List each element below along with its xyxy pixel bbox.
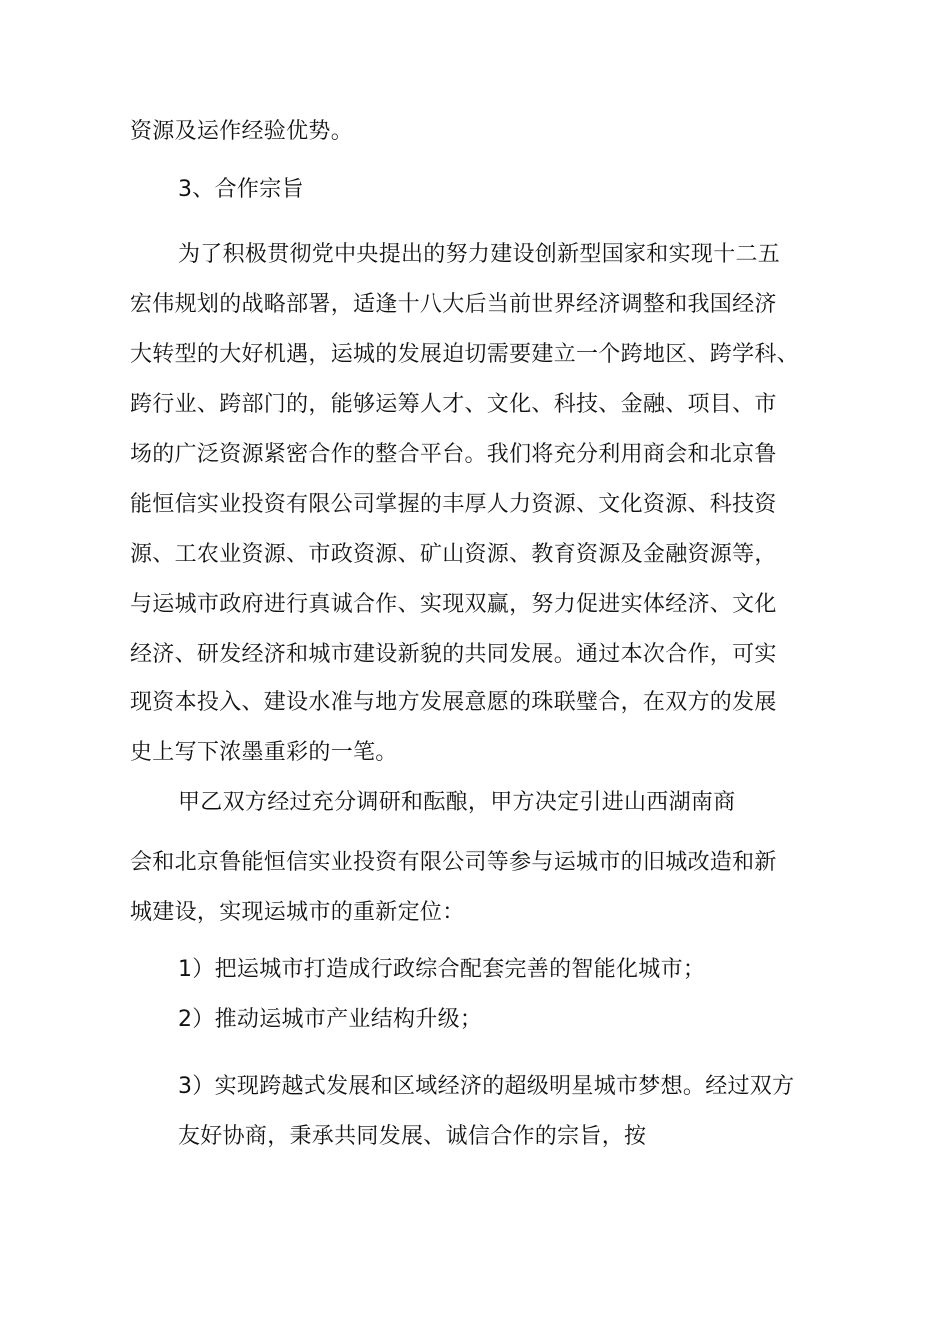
list-item: 1）把运城市打造成行政综合配套完善的智能化城市； [178,957,706,982]
paragraph-line: 现资本投入、建设水准与地方发展意愿的珠联璧合，在双方的发展 [130,690,777,715]
paragraph-line: 会和北京鲁能恒信实业投资有限公司等参与运城市的旧城改造和新 [130,850,777,875]
paragraph-line: 甲乙双方经过充分调研和酝酿，甲方决定引进山西湖南商 [178,790,736,815]
paragraph-line: 宏伟规划的战略部署，适逢十八大后当前世界经济调整和我国经济 [130,292,777,317]
paragraph-line: 大转型的大好机遇，运城的发展迫切需要建立一个跨地区、跨学科、 [130,342,800,367]
paragraph-line: 友好协商，秉承共同发展、诚信合作的宗旨，按 [178,1124,647,1149]
paragraph-line: 跨行业、跨部门的，能够运筹人才、文化、科技、金融、项目、市 [130,392,777,417]
paragraph-line: 场的广泛资源紧密合作的整合平台。我们将充分利用商会和北京鲁 [130,442,777,467]
paragraph-line: 能恒信实业投资有限公司掌握的丰厚人力资源、文化资源、科技资 [130,492,777,517]
paragraph-line: 资源及运作经验优势。 [130,119,354,144]
paragraph-line: 城建设，实现运城市的重新定位： [130,900,465,925]
paragraph-line: 史上写下浓墨重彩的一笔。 [130,740,398,765]
paragraph-line: 与运城市政府进行真诚合作、实现双赢，努力促进实体经济、文化 [130,592,777,617]
paragraph-line: 源、工农业资源、市政资源、矿山资源、教育资源及金融资源等， [130,542,777,567]
list-item: 2）推动运城市产业结构升级； [178,1007,483,1032]
paragraph-line: 经济、研发经济和城市建设新貌的共同发展。通过本次合作，可实 [130,642,777,667]
paragraph-line: 为了积极贯彻党中央提出的努力建设创新型国家和实现十二五 [178,242,781,267]
section-heading: 3、合作宗旨 [178,177,304,202]
list-item: 3）实现跨越式发展和区域经济的超级明星城市梦想。经过双方 [178,1074,795,1099]
